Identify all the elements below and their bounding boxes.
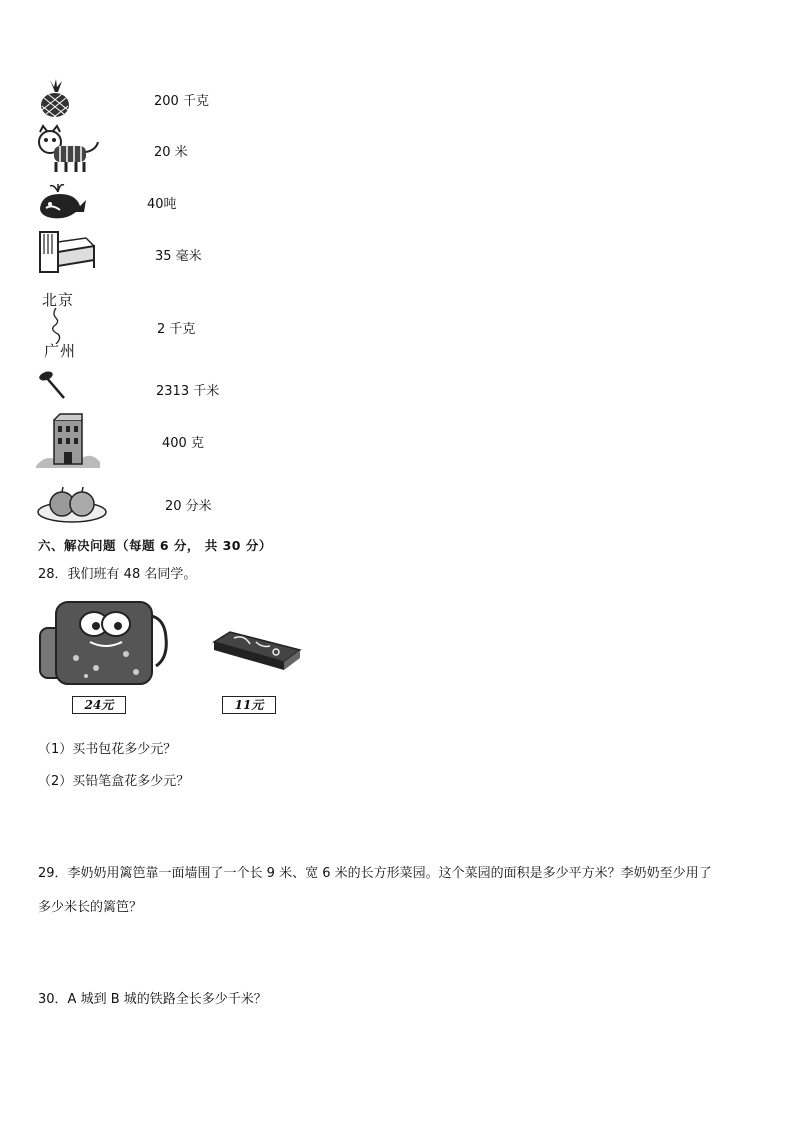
- question-29-line-2: 多少米长的篱笆？: [38, 900, 143, 915]
- unit-label: 20 分米: [165, 499, 212, 514]
- map-label-beijing: 北京: [42, 291, 75, 309]
- unit-label: 200 千克: [154, 94, 209, 109]
- question-28: 28．我们班有 48 名同学。: [38, 567, 197, 582]
- bed-icon: [36, 228, 98, 274]
- building-icon: [36, 410, 100, 468]
- question-28-sub-2: （2）买铅笔盒花多少元？: [38, 774, 190, 789]
- question-30: 30．A 城到 B 城的铁路全长多少千米？: [38, 992, 267, 1007]
- question-29-line-1: 29．李奶奶用篱笆靠一面墙围了一个长 9 米、宽 6 米的长方形菜园。这个菜园的面积是多少平方米？李奶奶至少用了: [38, 866, 712, 881]
- fruit-plate-icon: [36, 484, 108, 524]
- map-label-guangzhou: 广州: [44, 342, 77, 360]
- whale-icon: [36, 180, 88, 222]
- unit-label: 35 毫米: [155, 249, 202, 264]
- unit-label: 2 千克: [157, 322, 196, 337]
- unit-label: 2313 千米: [156, 384, 220, 399]
- question-28-sub-1: （1）买书包花多少元？: [38, 742, 177, 757]
- unit-label: 20 米: [154, 145, 188, 160]
- pencil-case-price-tag: 11元: [222, 696, 276, 714]
- section-title: 六、解决问题（每题 6 分， 共 30 分）: [38, 538, 272, 553]
- pencil-case-icon: [210, 628, 302, 672]
- pineapple-icon: [36, 78, 74, 118]
- schoolbag-price-tag: 24元: [72, 696, 126, 714]
- thumbtack-icon: [36, 368, 70, 402]
- unit-label: 40吨: [147, 197, 177, 212]
- unit-label: 400 克: [162, 436, 204, 451]
- tiger-icon: [36, 124, 102, 174]
- railway-line: [44, 308, 74, 344]
- schoolbag-icon: [36, 588, 170, 688]
